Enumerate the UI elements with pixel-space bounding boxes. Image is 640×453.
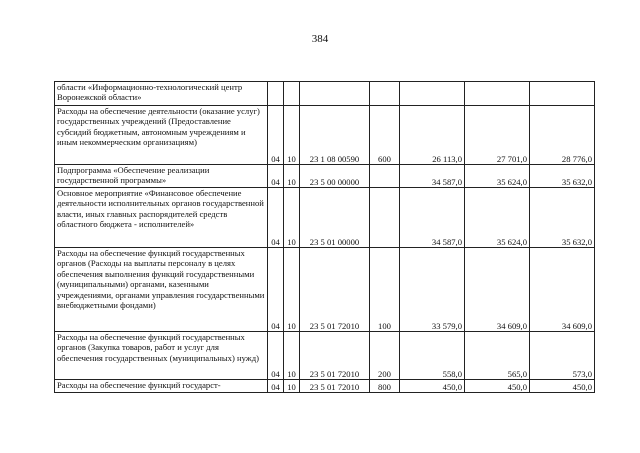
- table-row: [55, 188, 595, 248]
- subsection-code: 10: [284, 165, 300, 188]
- expense-type-code: 100: [370, 248, 400, 332]
- amount-year-3: 28 776,0: [530, 106, 595, 165]
- amount-year-2: 565,0: [465, 332, 530, 380]
- page-number: 384: [311, 33, 329, 45]
- table-row: [55, 332, 595, 380]
- amount-year-2: 35 624,0: [465, 188, 530, 248]
- amount-year-3: [530, 82, 595, 106]
- section-code: 04: [268, 332, 284, 380]
- amount-year-1: 34 587,0: [400, 188, 465, 248]
- target-article-code: 23 5 01 72010: [300, 380, 370, 393]
- section-code: 04: [268, 188, 284, 248]
- row-name: области «Информационно-технологический центр Воронежской области»: [55, 82, 268, 106]
- amount-year-3: 34 609,0: [530, 248, 595, 332]
- expense-type-code: [370, 82, 400, 106]
- section-code: 04: [268, 106, 284, 165]
- section-code: [268, 82, 284, 106]
- amount-year-2: 35 624,0: [465, 165, 530, 188]
- amount-year-1: 33 579,0: [400, 248, 465, 332]
- subsection-code: 10: [284, 106, 300, 165]
- table-row: [55, 165, 595, 188]
- amount-year-3: 35 632,0: [530, 165, 595, 188]
- expense-type-code: 600: [370, 106, 400, 165]
- expense-type-code: 800: [370, 380, 400, 393]
- amount-year-3: 450,0: [530, 380, 595, 393]
- subsection-code: 10: [284, 248, 300, 332]
- amount-year-3: 573,0: [530, 332, 595, 380]
- subsection-code: 10: [284, 188, 300, 248]
- amount-year-2: 34 609,0: [465, 248, 530, 332]
- amount-year-2: 27 701,0: [465, 106, 530, 165]
- expense-type-code: [370, 188, 400, 248]
- table-row: [55, 82, 595, 106]
- amount-year-1: [400, 82, 465, 106]
- table-row: [55, 106, 595, 165]
- target-article-code: 23 5 01 00000: [300, 188, 370, 248]
- section-code: 04: [268, 248, 284, 332]
- subsection-code: 10: [284, 380, 300, 393]
- target-article-code: 23 5 00 00000: [300, 165, 370, 188]
- subsection-code: [284, 82, 300, 106]
- row-name: Расходы на обеспечение функций государственных органов (Закупка товаров, работ и услуг для обеспечения государственных (муниципальных) нужд): [55, 332, 268, 380]
- section-code: 04: [268, 380, 284, 393]
- row-name: Расходы на обеспечение деятельности (оказание услуг) государственных учреждений (Предоставление субсидий бюджетным, автономным учреждениям и иным некоммерческим организациям): [55, 106, 268, 165]
- amount-year-1: 26 113,0: [400, 106, 465, 165]
- row-name: Подпрограмма «Обеспечение реализации государственной программы»: [55, 165, 268, 188]
- table-row: [55, 248, 595, 332]
- amount-year-2: [465, 82, 530, 106]
- subsection-code: 10: [284, 332, 300, 380]
- expense-type-code: [370, 165, 400, 188]
- section-code: 04: [268, 165, 284, 188]
- amount-year-3: 35 632,0: [530, 188, 595, 248]
- amount-year-1: 34 587,0: [400, 165, 465, 188]
- amount-year-1: 450,0: [400, 380, 465, 393]
- amount-year-2: 450,0: [465, 380, 530, 393]
- target-article-code: [300, 82, 370, 106]
- row-name: Расходы на обеспечение функций государст-: [55, 380, 268, 393]
- table-row: [55, 380, 595, 393]
- target-article-code: 23 5 01 72010: [300, 332, 370, 380]
- amount-year-1: 558,0: [400, 332, 465, 380]
- budget-table: [54, 81, 595, 393]
- expense-type-code: 200: [370, 332, 400, 380]
- row-name: Основное мероприятие «Финансовое обеспечение деятельности исполнительных органов государственной власти, иных главных распорядителей средств областного бюджета - исполнителей»: [55, 188, 268, 248]
- target-article-code: 23 5 01 72010: [300, 248, 370, 332]
- target-article-code: 23 1 08 00590: [300, 106, 370, 165]
- row-name: Расходы на обеспечение функций государственных органов (Расходы на выплаты персоналу в целях обеспечения выполнения функций государственными (муниципальными) органами, казенными учреждениями, органами управления государственными внебюджетными фондами): [55, 248, 268, 332]
